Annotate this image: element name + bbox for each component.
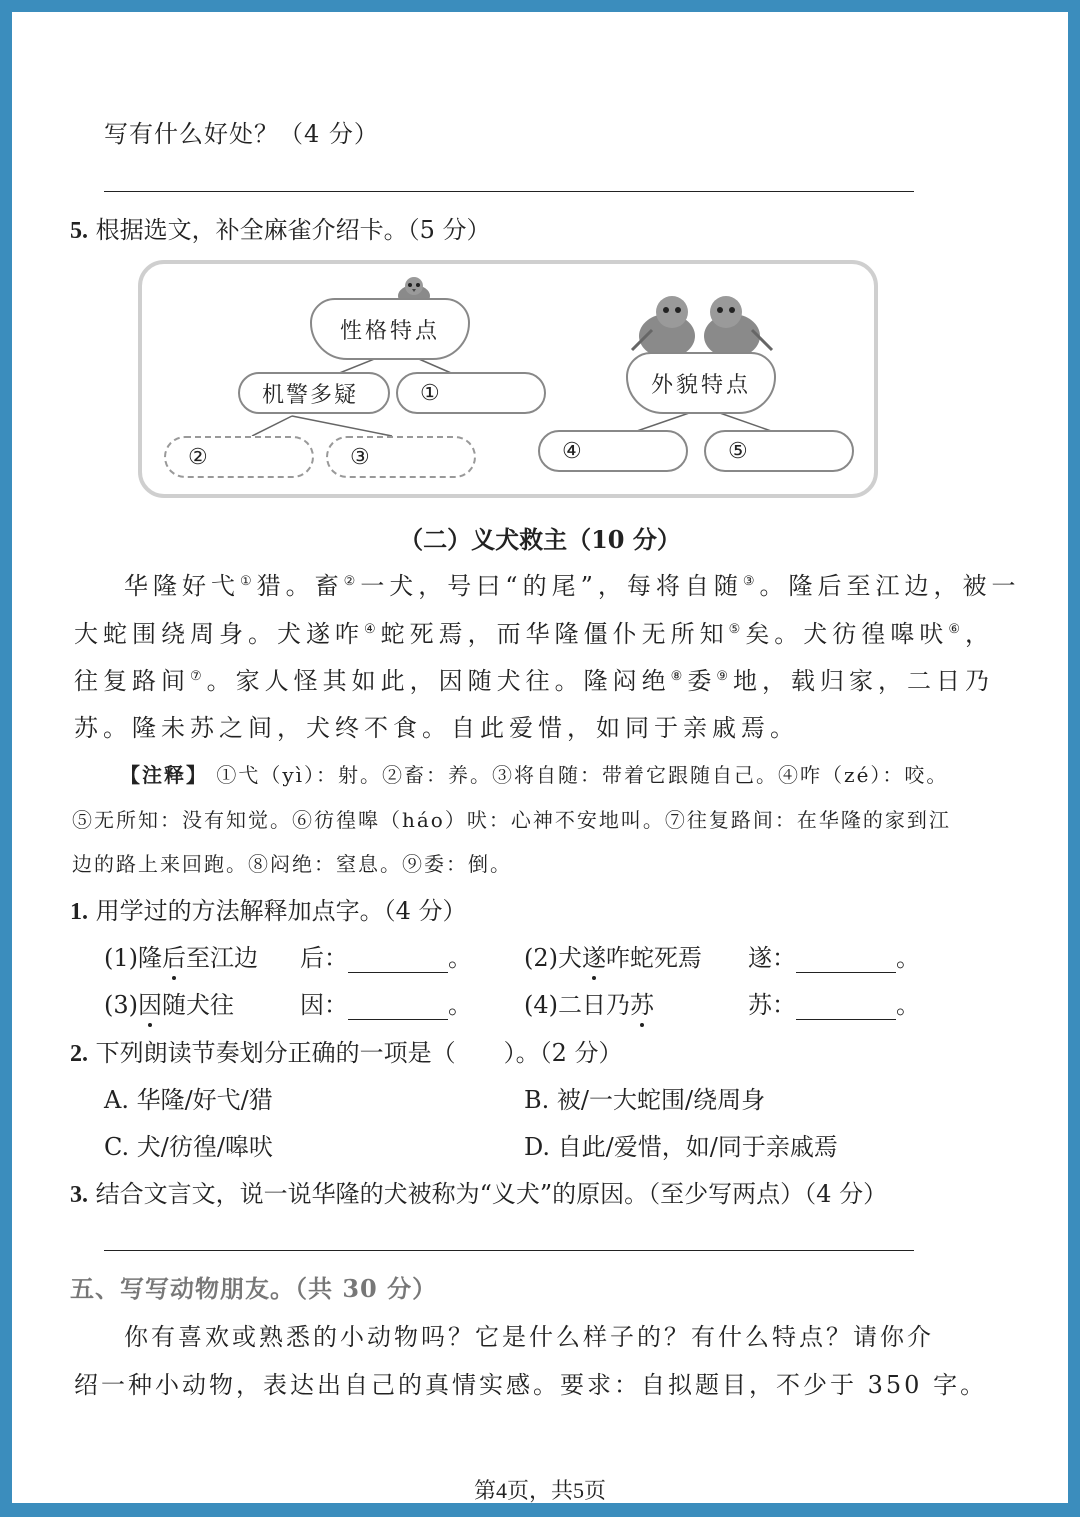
trait-pill-blank-3: ③ — [326, 436, 476, 478]
passage-line-4: 苏。隆未苏之间，犬终不食。自此爱惜，如同于亲戚焉。 — [74, 714, 799, 742]
q2-option-a[interactable]: A. 华隆/好弋/猎 — [104, 1086, 273, 1114]
question-5 — [70, 210, 491, 245]
question-1: 1. 用学过的方法解释加点字。（4 分） — [70, 897, 467, 925]
notes-label: 【注释】 — [120, 763, 208, 787]
q1-answer-2[interactable]: 遂： 。 — [748, 944, 920, 972]
question-4-tail: 写有什么好处？（4 分） — [104, 120, 379, 148]
q1-item-1: (1)隆后至江边 — [104, 944, 258, 972]
q1-item-3: (3)因随犬往 — [104, 991, 234, 1019]
q1-item-4: (4)二日乃苏 — [524, 991, 654, 1019]
passage-line-2: 大蛇围绕周身。犬遂咋④蛇死焉，而华隆僵仆无所知⑤矣。犬彷徨嗥吠⑥， — [74, 620, 994, 648]
notes-line-2: ⑤无所知：没有知觉。⑥彷徨嗥（háo）吠：心神不安地叫。⑦往复路间：在华隆的家到江 — [72, 808, 951, 832]
answer-blank[interactable] — [796, 950, 896, 973]
q2-option-c[interactable]: C. 犬/彷徨/嗥吠 — [104, 1133, 273, 1161]
appearance-nest: 外貌特点 — [626, 352, 776, 414]
trait-pill-blank-1: ① — [396, 372, 546, 414]
question-2: 2. 下列朗读节奏划分正确的一项是（ ）。（2 分） — [70, 1039, 623, 1067]
appearance-pill-blank-5: ⑤ — [704, 430, 854, 472]
section-5-line-1: 你有喜欢或熟悉的小动物吗？它是什么样子的？有什么特点？请你介 — [124, 1323, 934, 1351]
passage-2-title: （二）义犬救主（10 分） — [399, 525, 681, 554]
section-5-line-2: 绍一种小动物，表达出自己的真情实感。要求：自拟题目，不少于 350 字。 — [74, 1371, 988, 1399]
exam-page — [12, 12, 1068, 1503]
q2-option-d[interactable]: D. 自此/爱惜，如/同于亲戚焉 — [524, 1133, 838, 1161]
q1-item-2: (2)犬遂咋蛇死焉 — [524, 944, 702, 972]
appearance-pill-blank-4: ④ — [538, 430, 688, 472]
q1-answer-4[interactable]: 苏： 。 — [748, 991, 920, 1019]
page-footer: 第4页，共5页 — [473, 1478, 606, 1503]
q2-option-b[interactable]: B. 被/一大蛇围/绕周身 — [524, 1086, 766, 1114]
trait-pill-blank-2: ② — [164, 436, 314, 478]
answer-blank[interactable] — [796, 997, 896, 1020]
passage-line-1: 华隆好弋①猎。畜②一犬，号曰“的尾”，每将自随③。隆后至江边，被一 — [124, 572, 1021, 600]
question-5-number: 5. — [70, 218, 88, 244]
notes-line-3: 边的路上来回跑。⑧闷绝：窒息。⑨委：倒。 — [72, 852, 512, 876]
answer-line-q4 — [104, 191, 914, 192]
answer-blank[interactable] — [348, 950, 448, 973]
q1-answer-1[interactable]: 后： 。 — [300, 944, 472, 972]
notes-line-1: 【注释】 ①弋（yì）：射。②畜：养。③将自随：带着它跟随自己。④咋（zé）：咬。 — [120, 763, 949, 787]
sparrow-intro-card — [138, 260, 878, 498]
section-5-title: 五、写写动物朋友。（共 30 分） — [70, 1274, 438, 1303]
trait-pill-1: 机警多疑 — [238, 372, 390, 414]
answer-line-q3[interactable] — [104, 1250, 914, 1251]
passage-line-3: 往复路间⑦。家人怪其如此，因随犬往。隆闷绝⑧委⑨地，载归家，二日乃 — [74, 667, 994, 695]
question-3: 3. 结合文言文，说一说华隆的犬被称为“义犬”的原因。（至少写两点）（4 分） — [70, 1180, 888, 1208]
question-5-text: 根据选文，补全麻雀介绍卡。（5 分） — [95, 216, 491, 244]
q1-answer-3[interactable]: 因： 。 — [300, 991, 472, 1019]
answer-blank[interactable] — [348, 997, 448, 1020]
personality-nest: 性格特点 — [310, 298, 470, 360]
